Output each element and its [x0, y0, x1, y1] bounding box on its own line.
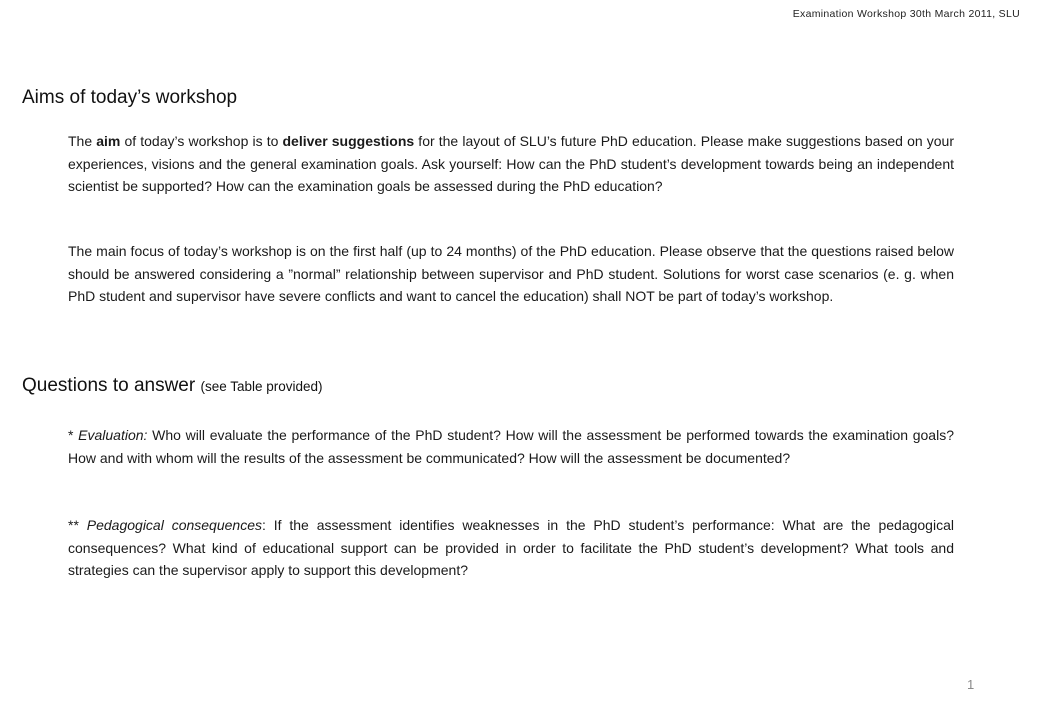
aims-bold-aim: aim [96, 133, 121, 149]
aims-text-3: for the layout of SLU’s future PhD education. Please make suggestions based on your experiences, visions and the general examination goals. Ask yourself: How can the PhD student’s development towards being an independent scientist be supported? How can the examination goals be assessed during the PhD education? [68, 133, 954, 194]
evaluation-paragraph [68, 424, 954, 469]
pedagogical-paragraph [68, 514, 954, 582]
evaluation-text: Who will evaluate the performance of the PhD student? How will the assessment be performed towards the examination goals? How and with whom will the results of the assessment be communicated? How will the assessment be documented? [68, 427, 954, 466]
page-number: 1 [967, 677, 975, 692]
aims-text-2: of today’s workshop is to [120, 133, 283, 149]
pedagogical-label: Pedagogical consequences [86, 517, 262, 533]
pedagogical-text: : If the assessment identifies weaknesses in the PhD student’s performance: What are the pedagogical consequences? What kind of educational support can be provided in order to facilitate the PhD student’s development? What tools and strategies can the supervisor apply to support this development? [68, 517, 954, 578]
questions-subtitle: (see Table provided) [200, 379, 323, 394]
aims-text-1: The [68, 133, 97, 149]
questions-title: Questions to answer [22, 375, 196, 396]
aims-bold-deliver: deliver suggestions [282, 133, 415, 149]
evaluation-prefix: * [68, 427, 79, 443]
slide-header: Examination Workshop 30th March 2011, SLU [792, 8, 1020, 20]
pedagogical-prefix: ** [68, 517, 87, 533]
evaluation-label: Evaluation: [78, 427, 148, 443]
focus-paragraph: The main focus of today’s workshop is on the first half (up to 24 months) of the PhD education. Please observe that the questions raised below should be answered considering a ”normal” relationship between supervisor and PhD student. Solutions for worst case scenarios (e. g. when PhD student and supervisor have severe conflicts and want to cancel the education) shall NOT be part of today’s workshop. [68, 243, 954, 304]
section-heading-aims: Aims of today’s workshop [22, 87, 238, 108]
section-heading-questions [22, 375, 323, 397]
aims-paragraph [68, 130, 954, 198]
